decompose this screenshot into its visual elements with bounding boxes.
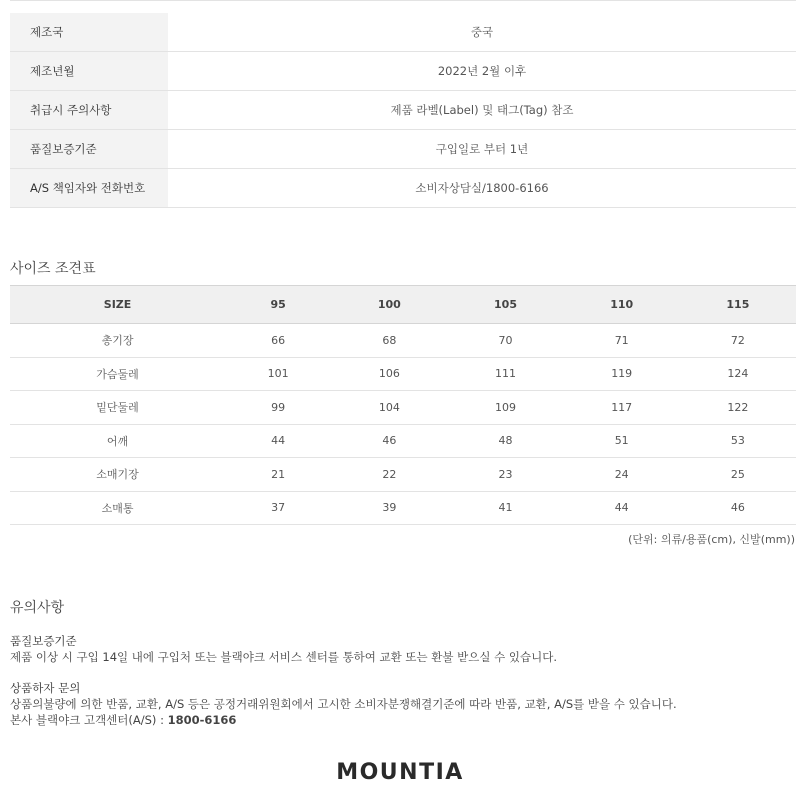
size-cell: 소매기장 bbox=[10, 458, 225, 492]
size-cell: 117 bbox=[564, 391, 680, 425]
info-row-origin bbox=[10, 13, 796, 52]
size-cell: 119 bbox=[564, 357, 680, 391]
size-cell: 71 bbox=[564, 324, 680, 358]
size-cell: 53 bbox=[680, 424, 796, 458]
info-row-manufacture-date bbox=[10, 52, 796, 91]
table-row bbox=[10, 424, 796, 458]
size-cell: 24 bbox=[564, 458, 680, 492]
size-cell: 39 bbox=[331, 491, 447, 525]
table-row bbox=[10, 357, 796, 391]
size-cell: 66 bbox=[225, 324, 331, 358]
size-chart-title: 사이즈 조견표 bbox=[10, 261, 96, 277]
table-row bbox=[10, 458, 796, 492]
defect-notice bbox=[10, 680, 677, 728]
size-cell: 25 bbox=[680, 458, 796, 492]
size-cell: 101 bbox=[225, 357, 331, 391]
size-cell: 44 bbox=[564, 491, 680, 525]
info-label: 제조년월 bbox=[10, 52, 168, 90]
size-cell: 41 bbox=[447, 491, 563, 525]
size-cell: 68 bbox=[331, 324, 447, 358]
customer-center-label: 본사 블랙야크 고객센터(A/S) : bbox=[10, 713, 168, 727]
size-cell: 총기장 bbox=[10, 324, 225, 358]
size-cell: 46 bbox=[680, 491, 796, 525]
info-value: 제품 라벨(Label) 및 태그(Tag) 참조 bbox=[390, 103, 574, 117]
table-row bbox=[10, 324, 796, 358]
size-header-cell: 105 bbox=[447, 286, 563, 324]
size-cell: 106 bbox=[331, 357, 447, 391]
size-cell: 소매통 bbox=[10, 491, 225, 525]
info-row-as-contact bbox=[10, 169, 796, 208]
size-cell: 22 bbox=[331, 458, 447, 492]
info-value: 중국 bbox=[470, 25, 494, 39]
unit-note: (단위: 의류/용품(cm), 신발(mm)) bbox=[628, 533, 795, 546]
defect-text: 상품의불량에 의한 반품, 교환, A/S 등은 공정거래위원회에서 고시한 소비자분쟁해결기준에 따라 반품, 교환, A/S를 받을 수 있습니다. bbox=[10, 697, 677, 711]
size-cell: 111 bbox=[447, 357, 563, 391]
size-header-cell: SIZE bbox=[10, 286, 225, 324]
info-value: 소비자상담실/1800-6166 bbox=[415, 181, 549, 195]
size-cell: 어깨 bbox=[10, 424, 225, 458]
size-header-cell: 100 bbox=[331, 286, 447, 324]
size-cell: 밑단둘레 bbox=[10, 391, 225, 425]
customer-center-line bbox=[10, 712, 677, 728]
table-row bbox=[10, 491, 796, 525]
info-label: 제조국 bbox=[10, 13, 168, 51]
product-info-table bbox=[10, 0, 796, 208]
size-cell: 70 bbox=[447, 324, 563, 358]
size-cell: 23 bbox=[447, 458, 563, 492]
size-cell: 51 bbox=[564, 424, 680, 458]
size-chart-table bbox=[10, 285, 796, 525]
size-cell: 104 bbox=[331, 391, 447, 425]
quality-text: 제품 이상 시 구입 14일 내에 구입처 또는 블랙야크 서비스 센터를 통하여 교환 또는 환불 받으실 수 있습니다. bbox=[10, 650, 558, 664]
quality-notice bbox=[10, 633, 557, 665]
info-row-warranty bbox=[10, 130, 796, 169]
info-value: 구입일로 부터 1년 bbox=[435, 142, 529, 156]
size-cell: 122 bbox=[680, 391, 796, 425]
size-cell: 72 bbox=[680, 324, 796, 358]
size-header-row bbox=[10, 286, 796, 324]
table-row bbox=[10, 391, 796, 425]
size-cell: 44 bbox=[225, 424, 331, 458]
size-header-cell: 110 bbox=[564, 286, 680, 324]
size-cell: 109 bbox=[447, 391, 563, 425]
info-label: 품질보증기준 bbox=[10, 130, 168, 168]
info-row-care bbox=[10, 91, 796, 130]
notice-title: 유의사항 bbox=[10, 600, 65, 616]
info-label: 취급시 주의사항 bbox=[10, 91, 168, 129]
quality-heading: 품질보증기준 bbox=[10, 634, 77, 648]
size-cell: 99 bbox=[225, 391, 331, 425]
size-cell: 21 bbox=[225, 458, 331, 492]
defect-heading: 상품하자 문의 bbox=[10, 681, 81, 695]
size-cell: 가슴둘레 bbox=[10, 357, 225, 391]
info-label: A/S 책임자와 전화번호 bbox=[10, 169, 168, 207]
size-cell: 37 bbox=[225, 491, 331, 525]
info-value: 2022년 2월 이후 bbox=[437, 64, 527, 78]
size-header-cell: 115 bbox=[680, 286, 796, 324]
customer-center-phone: 1800-6166 bbox=[167, 713, 237, 727]
size-cell: 48 bbox=[447, 424, 563, 458]
brand-logo: MOUNTIA bbox=[336, 760, 464, 785]
size-header-cell: 95 bbox=[225, 286, 331, 324]
size-cell: 124 bbox=[680, 357, 796, 391]
size-cell: 46 bbox=[331, 424, 447, 458]
